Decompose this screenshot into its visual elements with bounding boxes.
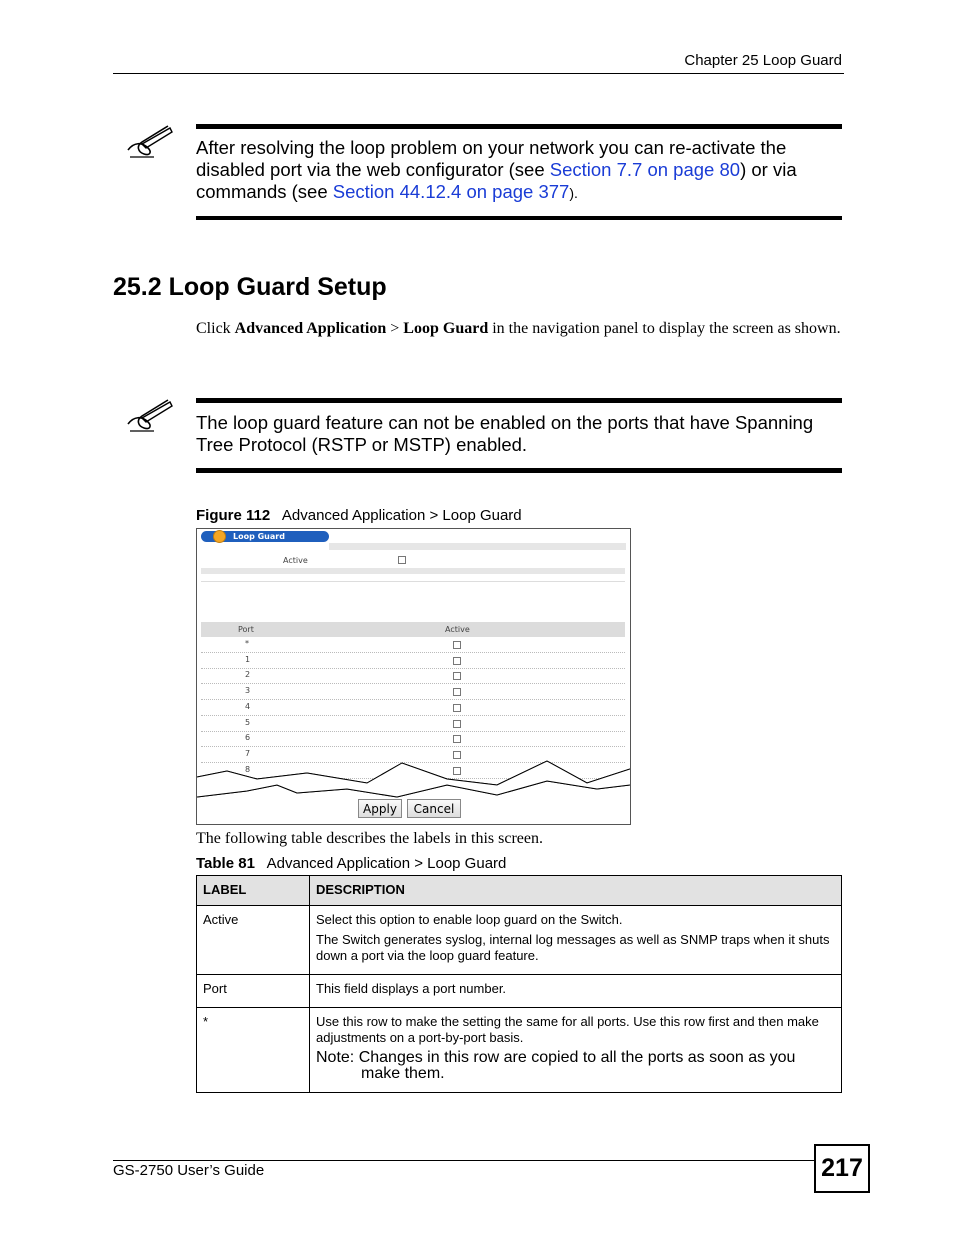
intro-text: > <box>386 320 404 337</box>
row-description <box>310 1008 842 1093</box>
row-separator <box>201 715 625 716</box>
port-active-checkbox[interactable] <box>453 704 461 712</box>
chapter-header: Chapter 25 Loop Guard <box>684 52 842 69</box>
port-number: 5 <box>245 717 251 727</box>
active-column-header: Active <box>445 625 470 634</box>
cancel-button[interactable]: Cancel <box>407 799 461 818</box>
apply-button[interactable]: Apply <box>358 799 402 818</box>
divider-line <box>201 581 625 582</box>
note-text-part: ) or via commands (see <box>196 159 797 202</box>
description-text: Use this row to make the setting the same for all ports. Use this row first and then make adjustments on a port-by-port basis. <box>316 1014 819 1045</box>
header-label: LABEL <box>197 876 310 906</box>
link-section-7-7[interactable]: Section 7.7 on page 80 <box>549 159 741 180</box>
port-active-checkbox[interactable] <box>453 735 461 743</box>
row-separator <box>201 652 625 653</box>
label-description-table <box>196 875 842 1093</box>
intro-text: Click <box>196 320 235 337</box>
port-active-checkbox[interactable] <box>453 688 461 696</box>
port-active-checkbox[interactable] <box>453 720 461 728</box>
note-top-rule <box>196 124 842 129</box>
port-active-checkbox[interactable] <box>453 657 461 665</box>
table-row <box>197 1008 842 1093</box>
port-active-checkbox[interactable] <box>453 672 461 680</box>
port-number: 1 <box>245 654 251 664</box>
table-row <box>197 906 842 975</box>
global-active-checkbox[interactable] <box>398 556 406 564</box>
table-label: Table 81 <box>196 855 255 872</box>
intro-paragraph <box>196 319 842 339</box>
header-rule <box>113 73 844 74</box>
row-label: * <box>197 1008 310 1093</box>
row-label: Active <box>197 906 310 975</box>
intro-text: in the navigation panel to display the screen as shown. <box>488 320 841 337</box>
section-title: 25.2 Loop Guard Setup <box>113 273 387 301</box>
footer-rule <box>113 1160 815 1161</box>
description-note: Note: Changes in this row are copied to all the ports as soon as you make them. <box>316 1049 796 1082</box>
port-number: 7 <box>245 748 251 758</box>
port-number: 2 <box>245 670 251 680</box>
description-text: The Switch generates syslog, internal log messages as well as SNMP traps when it shuts down a port via the loop guard feature. <box>316 932 830 963</box>
note-pencil-icon <box>124 398 176 434</box>
row-description <box>310 906 842 975</box>
note-bottom-rule <box>196 216 842 220</box>
figure-title: Advanced Application > Loop Guard <box>281 507 522 524</box>
panel-title: Loop Guard <box>233 532 285 541</box>
page-number: 217 <box>814 1144 870 1193</box>
port-number: 8 <box>245 764 251 774</box>
port-active-checkbox[interactable] <box>453 641 461 649</box>
table-caption <box>196 855 506 872</box>
row-separator <box>201 746 625 747</box>
global-active-label: Active <box>283 556 308 565</box>
torn-edge <box>197 755 630 805</box>
table-title: Advanced Application > Loop Guard <box>266 855 507 872</box>
note-text-part: After resolving the loop problem on your network you can re-activate the disabled port via the web configurator (see <box>196 137 787 180</box>
note-resolve-loop <box>196 137 842 204</box>
divider-bar <box>201 568 625 574</box>
table-intro-text: The following table describes the labels in this screen. <box>196 830 544 847</box>
row-description <box>310 975 842 1008</box>
port-number: 3 <box>245 686 251 696</box>
row-separator <box>201 668 625 669</box>
loop-guard-icon <box>213 530 226 543</box>
row-label: Port <box>197 975 310 1008</box>
intro-menu-advanced-application: Advanced Application <box>234 320 387 337</box>
header-description: DESCRIPTION <box>310 876 842 906</box>
panel-title-bar <box>201 531 329 542</box>
note-top-rule <box>196 398 842 403</box>
note-bottom-rule <box>196 468 842 473</box>
figure-caption <box>196 507 522 524</box>
description-text: This field displays a port number. <box>316 981 507 996</box>
loop-guard-screenshot <box>196 528 631 825</box>
row-separator <box>201 699 625 700</box>
note-spanning-tree: The loop guard feature can not be enabled on the ports that have Spanning Tree Protocol (RSTP or MSTP) enabled. <box>196 412 814 455</box>
panel-header-strip <box>329 543 626 550</box>
row-separator <box>201 731 625 732</box>
port-number: 6 <box>245 733 251 743</box>
note-text-part: ). <box>569 185 578 201</box>
description-text: Select this option to enable loop guard on the Switch. <box>316 912 623 927</box>
row-separator <box>201 683 625 684</box>
note-pencil-icon <box>124 124 176 160</box>
guide-title: GS-2750 User’s Guide <box>113 1162 265 1179</box>
port-column-header: Port <box>238 625 254 634</box>
intro-menu-loop-guard: Loop Guard <box>403 320 489 337</box>
link-section-44-12-4[interactable]: Section 44.12.4 on page 377 <box>332 181 570 202</box>
table-row <box>197 975 842 1008</box>
figure-label: Figure 112 <box>196 507 271 524</box>
table-header-row <box>197 876 842 906</box>
port-number: 4 <box>245 701 251 711</box>
port-number: * <box>245 639 249 648</box>
port-table-header <box>201 622 625 637</box>
